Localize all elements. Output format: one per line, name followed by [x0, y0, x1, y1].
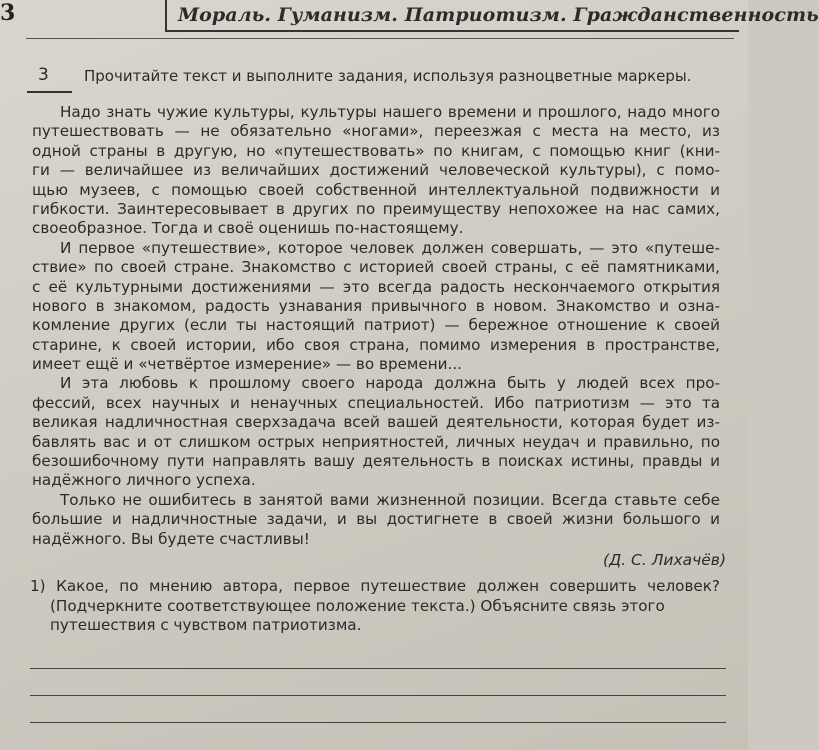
text-line: И первое «путешествие», которое человек должен совершать, — это «путеше- [60, 238, 720, 257]
answer-line[interactable] [30, 722, 726, 723]
text-line: Только не ошибитесь в занятой вами жизненной позиции. Всегда ставьте себе [60, 490, 720, 509]
task-number: 3 [38, 65, 49, 85]
reading-text [32, 103, 720, 549]
text-line: фессий, всех научных и ненаучных специальностей. Ибо патриотизм — это та [32, 393, 720, 412]
question-line: 1) Какое, по мнению автора, первое путешествие должен совершить человек? [30, 577, 720, 595]
text-line: ги — величайшее из величайших достижений человеческой культуры), с помо- [32, 161, 720, 180]
question-1 [30, 577, 720, 636]
task-number-underline [27, 91, 72, 93]
text-line: старине, к своей истории, ибо своя страна, помимо измерения в пространстве, [32, 335, 720, 354]
text-line: имеет ещё и «четвёртое измерение» — во времени... [32, 355, 463, 374]
text-line: большие и надличностные задачи, и вы достигнете в своей жизни большого и [32, 510, 720, 529]
question-line: (Подчеркните соответствующее положение текста.) Объясните связь этого [50, 596, 665, 615]
text-line: своеобразное. Тогда и своё оценишь по-настоящему. [32, 219, 464, 238]
text-line: ствие» по своей стране. Знакомство с историей своей страны, с её памятниками, [32, 258, 720, 277]
text-line: безошибочному пути направлять вашу деятельность в поисках истины, правды и [32, 452, 720, 471]
answer-line[interactable] [30, 695, 726, 696]
header-rule [26, 38, 734, 39]
text-line: одной страны в другую, но «путешествовать» по книгам, с помощью книг (кни- [32, 141, 720, 160]
page-edge-mark: 3 [0, 0, 16, 26]
text-line: бавлять вас и от слишком острых неприятностей, личных неудач и правильно, по [32, 432, 720, 451]
text-line: гибкости. Заинтересовывает в других по преимуществу непохожее на нас самих, [32, 199, 720, 218]
text-line: путешествовать — не обязательно «ногами», переезжая с места на место, из [32, 122, 720, 141]
author-attribution: (Д. С. Лихачёв) [603, 551, 726, 569]
text-line: Надо знать чужие культуры, культуры нашего времени и прошлого, надо много [60, 103, 720, 121]
text-line: И эта любовь к прошлому своего народа должна быть у людей всех про- [60, 374, 720, 393]
question-line: путешествия с чувством патриотизма. [50, 616, 362, 634]
task-instruction: Прочитайте текст и выполните задания, используя разноцветные маркеры. [84, 67, 692, 85]
text-line: нового в знакомом, радость узнавания привычного в новом. Знакомство и озна- [32, 296, 720, 315]
text-line: надёжного личного успеха. [32, 471, 256, 490]
text-line: надёжного. Вы будете счастливы! [32, 529, 310, 548]
text-line: щью музеев, с помощью своей собственной интеллектуальной подвижности и [32, 180, 720, 199]
section-title: Мораль. Гуманизм. Патриотизм. Гражданственность [178, 4, 819, 26]
text-line: комление других (если ты настоящий патриот) — бережное отношение к своей [32, 316, 720, 335]
text-line: великая надличностная сверхзадача всей вашей деятельности, которая будет из- [32, 413, 720, 432]
answer-line[interactable] [30, 668, 726, 669]
text-line: с её культурными достижениями — это всегда радость нескончаемого открытия [32, 277, 720, 296]
